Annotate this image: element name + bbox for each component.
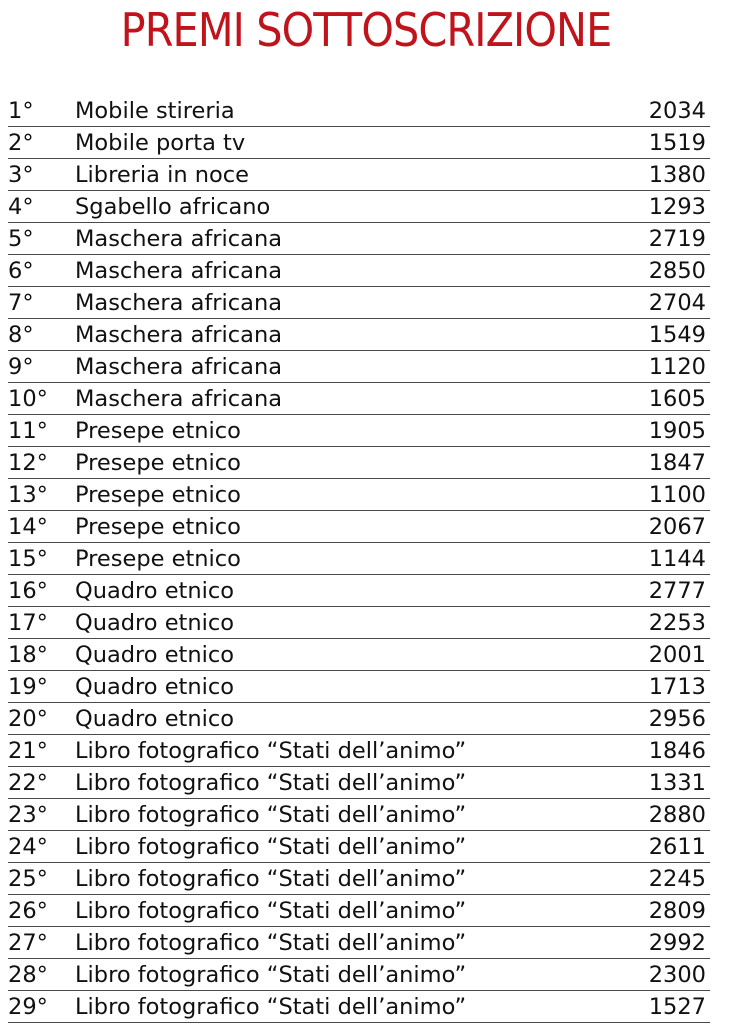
prize-item: Quadro etnico	[75, 706, 235, 732]
prize-item: Presepe etnico	[75, 482, 241, 508]
prize-position: 25°	[8, 866, 48, 892]
prize-item: Libro fotografico “Stati dell’animo”	[75, 898, 467, 924]
prize-item: Libro fotografico “Stati dell’animo”	[75, 866, 467, 892]
ticket-number: 1713	[648, 674, 706, 700]
ticket-number: 1519	[648, 130, 706, 156]
prize-row	[8, 831, 710, 863]
prize-row	[8, 607, 710, 639]
prize-row	[8, 255, 710, 287]
prize-position: 14°	[8, 514, 48, 540]
ticket-number: 2300	[648, 962, 706, 988]
prize-row	[8, 415, 710, 447]
prize-item: Libro fotografico “Stati dell’animo”	[75, 802, 467, 828]
prize-item: Presepe etnico	[75, 418, 241, 444]
prize-item: Libro fotografico “Stati dell’animo”	[75, 738, 467, 764]
prize-row	[8, 351, 710, 383]
prize-row	[8, 895, 710, 927]
prize-item: Quadro etnico	[75, 642, 235, 668]
ticket-number: 2850	[648, 258, 706, 284]
prize-position: 29°	[8, 994, 48, 1020]
ticket-number: 1847	[648, 450, 706, 476]
prize-item: Maschera africana	[75, 322, 283, 348]
prize-position: 9°	[8, 354, 34, 380]
prize-row	[8, 991, 710, 1023]
prize-position: 15°	[8, 546, 48, 572]
prize-row	[8, 479, 710, 511]
prize-row	[8, 447, 710, 479]
prize-row	[8, 927, 710, 959]
prize-row	[8, 735, 710, 767]
prize-item: Maschera africana	[75, 290, 283, 316]
prize-row	[8, 543, 710, 575]
ticket-number: 2880	[648, 802, 706, 828]
ticket-number: 1331	[648, 770, 706, 796]
ticket-number: 2704	[648, 290, 706, 316]
prize-row	[8, 639, 710, 671]
prize-item: Quadro etnico	[75, 610, 235, 636]
prize-item: Libro fotografico “Stati dell’animo”	[75, 834, 467, 860]
prize-item: Sgabello africano	[75, 194, 271, 220]
ticket-number: 1380	[648, 162, 706, 188]
ticket-number: 1120	[648, 354, 706, 380]
prize-item: Presepe etnico	[75, 546, 241, 572]
prize-position: 22°	[8, 770, 48, 796]
prize-position: 1°	[8, 98, 34, 124]
prize-row	[8, 95, 710, 127]
prize-item: Maschera africana	[75, 258, 283, 284]
prize-row	[8, 191, 710, 223]
prize-row	[8, 863, 710, 895]
prize-row	[8, 767, 710, 799]
prize-position: 4°	[8, 194, 34, 220]
ticket-number: 1549	[648, 322, 706, 348]
prize-row	[8, 383, 710, 415]
prize-row	[8, 159, 710, 191]
prize-item: Libreria in noce	[75, 162, 250, 188]
prize-item: Maschera africana	[75, 386, 283, 412]
ticket-number: 2719	[648, 226, 706, 252]
ticket-number: 2611	[648, 834, 706, 860]
ticket-number: 1293	[648, 194, 706, 220]
prize-row	[8, 959, 710, 991]
prize-position: 13°	[8, 482, 48, 508]
prize-position: 21°	[8, 738, 48, 764]
prize-list	[8, 95, 710, 1023]
ticket-number: 2067	[648, 514, 706, 540]
ticket-number: 2992	[648, 930, 706, 956]
ticket-number: 2253	[648, 610, 706, 636]
prize-position: 2°	[8, 130, 34, 156]
prize-position: 20°	[8, 706, 48, 732]
prize-item: Quadro etnico	[75, 578, 235, 604]
prize-row	[8, 575, 710, 607]
prize-position: 5°	[8, 226, 34, 252]
prize-position: 6°	[8, 258, 34, 284]
prize-row	[8, 671, 710, 703]
prize-item: Presepe etnico	[75, 450, 241, 476]
ticket-number: 1100	[648, 482, 706, 508]
prize-position: 8°	[8, 322, 34, 348]
ticket-number: 1527	[648, 994, 706, 1020]
prize-position: 19°	[8, 674, 48, 700]
prize-item: Presepe etnico	[75, 514, 241, 540]
prize-position: 7°	[8, 290, 34, 316]
prize-row	[8, 319, 710, 351]
prize-row	[8, 127, 710, 159]
prize-item: Mobile stireria	[75, 98, 235, 124]
prize-item: Libro fotografico “Stati dell’animo”	[75, 962, 467, 988]
ticket-number: 2034	[648, 98, 706, 124]
prize-position: 24°	[8, 834, 48, 860]
ticket-number: 2001	[648, 642, 706, 668]
ticket-number: 1605	[648, 386, 706, 412]
page-title: PREMI SOTTOSCRIZIONE	[120, 3, 612, 57]
prize-item: Libro fotografico “Stati dell’animo”	[75, 930, 467, 956]
prize-position: 17°	[8, 610, 48, 636]
ticket-number: 1846	[648, 738, 706, 764]
prize-position: 23°	[8, 802, 48, 828]
ticket-number: 1905	[648, 418, 706, 444]
prize-position: 12°	[8, 450, 48, 476]
ticket-number: 2809	[648, 898, 706, 924]
prize-item: Quadro etnico	[75, 674, 235, 700]
prize-item: Maschera africana	[75, 354, 283, 380]
ticket-number: 2777	[648, 578, 706, 604]
prize-item: Mobile porta tv	[75, 130, 246, 156]
prize-item: Libro fotografico “Stati dell’animo”	[75, 770, 467, 796]
prize-position: 18°	[8, 642, 48, 668]
prize-row	[8, 287, 710, 319]
prize-row	[8, 703, 710, 735]
prize-position: 26°	[8, 898, 48, 924]
prize-row	[8, 799, 710, 831]
prize-row	[8, 511, 710, 543]
ticket-number: 2245	[648, 866, 706, 892]
prize-item: Maschera africana	[75, 226, 283, 252]
prize-row	[8, 223, 710, 255]
prize-item: Libro fotografico “Stati dell’animo”	[75, 994, 467, 1020]
prize-position: 10°	[8, 386, 48, 412]
ticket-number: 2956	[648, 706, 706, 732]
prize-position: 16°	[8, 578, 48, 604]
prize-position: 28°	[8, 962, 48, 988]
prize-position: 3°	[8, 162, 34, 188]
ticket-number: 1144	[648, 546, 706, 572]
prize-position: 27°	[8, 930, 48, 956]
prize-position: 11°	[8, 418, 48, 444]
